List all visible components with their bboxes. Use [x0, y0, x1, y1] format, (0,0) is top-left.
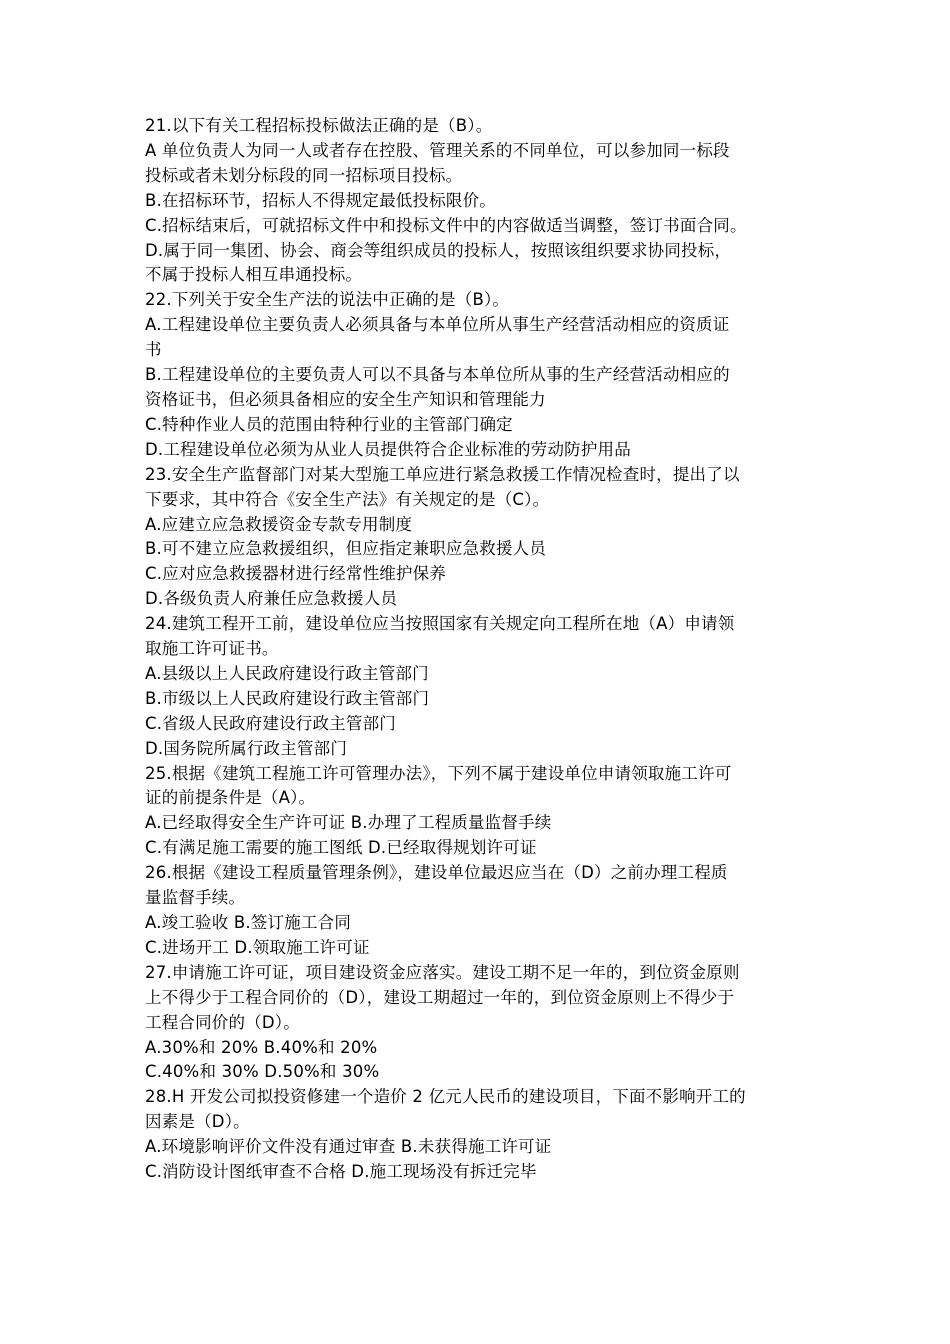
question-24-option-b: B.市级以上人民政府建设行政主管部门	[145, 688, 430, 708]
question-26-title: 26.根据《建设工程质量管理条例》，建设单位最迟应当在（D）之前办理工程质	[145, 863, 728, 883]
question-23-option-b: B.可不建立应急救援组织，但应指定兼职应急救援人员	[145, 539, 547, 559]
question-25-options-cd: C.有满足施工需要的施工图纸 D.已经取得规划许可证	[145, 838, 537, 858]
question-28-title: 28.H 开发公司拟投资修建一个造价 2 亿元人民币的建设项目，下面不影响开工的	[145, 1087, 746, 1107]
question-28-title-cont: 因素是（D）。	[145, 1112, 250, 1132]
question-28-options-cd: C.消防设计图纸审查不合格 D.施工现场没有拆迁完毕	[145, 1162, 537, 1182]
question-25-title: 25.根据《建筑工程施工许可管理办法》，下列不属于建设单位申请领取施工许可	[145, 763, 732, 783]
question-21-option-d-cont: 不属于投标人相互串通投标。	[145, 265, 363, 285]
question-24-title-cont: 取施工许可证书。	[145, 639, 279, 659]
question-27-options-cd: C.40%和 30% D.50%和 30%	[145, 1062, 380, 1082]
question-25-title-cont: 证的前提条件是（A）。	[145, 788, 316, 808]
document-body	[145, 114, 825, 1185]
question-21-title: 21.以下有关工程招标投标做法正确的是（B）。	[145, 116, 493, 135]
question-21-option-a-cont: 投标或者未划分标段的同一招标项目投标。	[145, 165, 463, 185]
question-28-options-ab: A.环境影响评价文件没有通过审查 B.未获得施工许可证	[145, 1137, 552, 1157]
question-27-title: 27.申请施工许可证，项目建设资金应落实。建设工期不足一年的，到位资金原则	[145, 962, 740, 982]
question-21-option-a: A 单位负责人为同一人或者存在控股、管理关系的不同单位，可以参加同一标段	[145, 140, 730, 160]
question-21-option-b: B.在招标环节，招标人不得规定最低投标限价。	[145, 190, 496, 210]
question-23-option-d: D.各级负责人府兼任应急救援人员	[145, 589, 398, 609]
question-24-option-c: C.省级人民政府建设行政主管部门	[145, 713, 396, 733]
question-27-title-cont-1: 上不得少于工程合同价的（D），建设工期超过一年的，到位资金原则上不得少于	[145, 987, 735, 1007]
question-27-options-ab: A.30%和 20% B.40%和 20%	[145, 1037, 378, 1057]
question-26-title-cont: 量监督手续。	[145, 888, 246, 908]
question-24-title: 24.建筑工程开工前，建设单位应当按照国家有关规定向工程所在地（A）申请领	[145, 614, 735, 634]
question-22-option-c: C.特种作业人员的范围由特种行业的主管部门确定	[145, 414, 513, 434]
question-27-title-cont-2: 工程合同价的（D）。	[145, 1012, 300, 1032]
question-21-option-d: D.属于同一集团、协会、商会等组织成员的投标人，按照该组织要求协同投标，	[145, 240, 732, 260]
question-26-options-ab: A.竣工验收 B.签订施工合同	[145, 913, 352, 932]
question-22-option-a-cont: 书	[145, 340, 162, 360]
question-23-title-cont: 下要求，其中符合《安全生产法》有关规定的是（C）。	[145, 489, 550, 509]
question-21-option-c: C.招标结束后，可就招标文件中和投标文件中的内容做适当调整，签订书面合同。	[145, 215, 747, 235]
question-24-option-d: D.国务院所属行政主管部门	[145, 738, 348, 758]
question-22-option-d: D.工程建设单位必须为从业人员提供符合企业标准的劳动防护用品	[145, 439, 631, 459]
question-25-options-ab: A.已经取得安全生产许可证 B.办理了工程质量监督手续	[145, 813, 552, 833]
question-26-options-cd: C.进场开工 D.领取施工许可证	[145, 937, 370, 957]
question-22-option-b-cont: 资格证书，但必须具备相应的安全生产知识和管理能力	[145, 389, 546, 409]
question-24-option-a: A.县级以上人民政府建设行政主管部门	[145, 663, 429, 683]
question-23-title: 23.安全生产监督部门对某大型施工单应进行紧急救援工作情况检查时，提出了以	[145, 464, 740, 484]
question-23-option-c: C.应对应急救援器材进行经常性维护保养	[145, 564, 447, 584]
question-23-option-a: A.应建立应急救援资金专款专用制度	[145, 514, 413, 534]
question-22-option-a: A.工程建设单位主要负责人必须具备与本单位所从事生产经营活动相应的资质证	[145, 315, 730, 335]
question-22-title: 22.下列关于安全生产法的说法中正确的是（B）。	[145, 290, 510, 310]
question-22-option-b: B.工程建设单位的主要负责人可以不具备与本单位所从事的生产经营活动相应的	[145, 365, 730, 385]
